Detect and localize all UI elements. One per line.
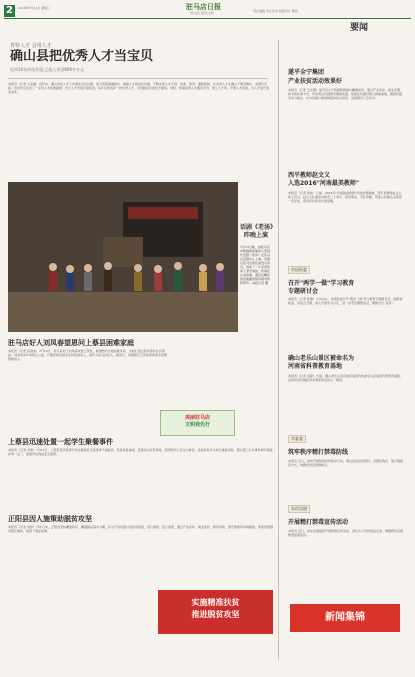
right-story-3-headline: 召开"两学一做"学习教育 — [288, 280, 355, 287]
lead-body: 本报讯（记者 王孟刚）近年来，确山县把人才工作摆在突出位置，着力营造尊重知识、尊重人才的良好氛围，不断完善人才引进、培养、使用、激励机制，让各类人才在确山干事有舞台、发展有空间。该县先后出台了一系列人才政策措施，设立人才发展专项资金，每年评选表彰一批优秀人才，对贡献突出的给予重奖。同时，积极搭建人才服务平台，建立人才库，开展人才培训，为人才成长创造条件。 — [8, 82, 270, 94]
right-story-2-subheadline: 入选2016"河南最美教师" — [288, 180, 359, 187]
poverty-banner-line-1: 实施精准扶贫 — [191, 598, 240, 607]
right-story-3-body: 本报讯（记者 陈静）7月12日，市国资委召开"两学一做"学习教育专题研讨会，围绕讲政治、有信念专题，深入开展学习讨论，进一步坚定理想信念，增强"四个意识"。 — [288, 297, 403, 305]
ad-box — [160, 410, 235, 436]
lead-headline: 确山县把优秀人才当宝贝 — [10, 49, 154, 64]
page-number: 2 — [4, 5, 15, 17]
lead-rule — [8, 78, 268, 79]
news-box-title: 新闻集锦 — [325, 612, 365, 623]
right-story-3-subheadline: 专题研讨会 — [288, 288, 319, 295]
lead-subheadline: 近四10年评选发现,已投入资金600多万元 — [10, 67, 84, 72]
right-column-rule — [278, 40, 279, 660]
left-story-3-headline: 正阳县因人施策助脱贫攻坚 — [8, 515, 92, 523]
right-story-6-headline: 开展精打禁毒宣传活动 — [288, 519, 349, 526]
poverty-banner — [158, 590, 273, 634]
left-story-1-headline: 驻马店好人刘凤春望恩问上蔡县困难家庭 — [8, 339, 134, 347]
left-story-3-body: 本报讯（记者 刘洋）今年以来，正阳县坚持精准扶贫、精准脱贫基本方略，针对不同贫困户的致贫原因，因户施策、因人施策，通过产业扶持、就业帮扶、教育资助、医疗救助等多种措施，帮助贫困群众稳定增收，取得了明显成效。 — [8, 525, 273, 533]
right-story-2-headline: 西平教师赵文义 — [288, 172, 331, 179]
photo-subtitle: 昨晚上演 — [244, 232, 269, 239]
left-date: 2016年7月14日 星期三 — [18, 6, 51, 10]
stage-scene-image — [8, 182, 238, 332]
masthead-rule — [4, 18, 411, 19]
right-story-3-kicker: 市国资委 — [288, 266, 310, 274]
right-story-1-subheadline: 产业扶贫活动效果好 — [288, 78, 343, 85]
center-info: 驻马店日报社出版 — [190, 11, 215, 15]
photo-title: 话剧《老汤》 — [240, 224, 277, 231]
right-story-5-kicker: 市委委 — [288, 435, 306, 443]
right-story-4-body: 本报讯（记者 吴敏）日前，确山老乐山景区被河南省科协命名为河南省科普教育基地，这是该景区继获得多项荣誉后的又一殊荣。 — [288, 374, 403, 382]
poverty-banner-line-2: 推进脱贫攻坚 — [191, 610, 240, 619]
right-story-4-subheadline: 河南省科普教育基地 — [288, 363, 343, 370]
stage-photo — [8, 182, 238, 332]
news-box — [290, 604, 400, 632]
right-story-6-body: 本报讯 近日，东岸店镇组织开展禁毒宣传活动，进村入户宣传毒品危害，增强群众识毒防毒拒毒意识。 — [288, 529, 403, 537]
left-story-1-body: 本报讯（记者 张国成）7月13日，驻马店好人刘凤春来到上蔡县，看望慰问当地困难家庭，为他们送去慰问金和生活用品。刘凤春多年来热心公益，长期资助贫困学生和孤寡老人，被评为驻马店好人。她表示，将继续尽己所能帮助更多需要帮助的人。 — [8, 349, 168, 361]
newspaper-logo: 驻马店日报 — [186, 3, 221, 11]
right-story-6-kicker: 东岸店镇 — [288, 505, 310, 513]
section-title: 要闻 — [350, 23, 369, 33]
right-story-1-headline: 遂平全宁集团 — [288, 69, 325, 76]
ad-line-1: 美丽驻马店 — [184, 415, 210, 421]
right-story-1-body: 本报讯（记者 王志刚）遂平县全宁集团积极参与精准扶贫，通过产业带动、就业安置、技术帮扶等方式，带动周边贫困群众增收致富。集团在贫困村建立种植基地，吸纳贫困劳动力就业，并为贫困户提供种苗和技术指导，受到群众广泛好评。 — [288, 88, 403, 100]
editor-info: 责任编辑 责任校对 版面设计 要闻 — [253, 9, 298, 13]
lead-kicker: 育特人才 会用人才 — [10, 43, 52, 49]
right-story-4-headline: 确山老乐山景区被命名为 — [288, 355, 355, 362]
ad-line-2: 文明我先行 — [184, 422, 210, 428]
photo-caption: 7月13日晚，由驻马店市豫剧团排演的大型现代话剧《老汤》在驻马店会展中心上演。该剧以驻马店特色美食为背景，讲述了一个老汤传承人坚守诚信、传承匠心的故事。演员们精彩的表演赢得现场观众阵阵掌声。本报记者 摄 — [240, 245, 271, 285]
right-story-2-body: 本报讯（记者 周杰）日前，2016年"河南最美教师"评选结果揭晓，西平县教师赵文义榜上有名。赵文义扎根乡村教育三十余年，爱岗敬业，无私奉献，用爱心和耐心关爱每一名学生，深受学生和家长的爱戴。 — [288, 191, 403, 203]
left-story-2-body: 本报讯（记者 李明）7月11日，上蔡县某学校部分学生聚餐后出现身体不适症状，该县高度重视，迅速启动应急预案，组织医护人员全力救治，目前所有学生均已康复出院。相关部门已对事件展开调查，并举一反三，加强学校食品安全监管。 — [8, 448, 276, 456]
right-story-5-body: 本报讯 近日，我市开展禁毒宣传集中行动，通过发放宣传资料、设置咨询台、展示图板等方式，向群众普及禁毒知识。 — [288, 459, 403, 467]
right-story-5-headline: 筑牢秩序精打禁毒防线 — [288, 449, 349, 456]
left-story-2-headline: 上蔡县迅速处置一起学生聚餐事件 — [8, 438, 113, 446]
